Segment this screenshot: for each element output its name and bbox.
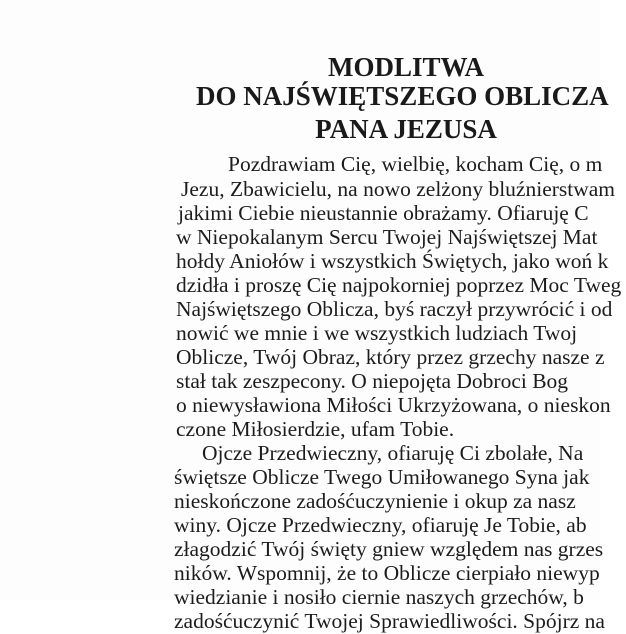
text-line: dzidła i proszę Cię najpokorniej poprzez Moc Tweg	[176, 273, 622, 297]
text-line: hołdy Aniołów i wszystkich Świętych, jako woń k	[176, 249, 609, 273]
text-line: czone Miłosierdzie, ufam Tobie.	[176, 417, 455, 441]
text-line: zadośćuczynić Twojej Sprawiedliwości. Spójrz na	[174, 609, 605, 633]
text-line: nowić we mnie i we wszystkich ludziach Twoj	[176, 321, 578, 345]
text-line: o niewysławiona Miłości Ukrzyżowana, o nieskon	[176, 393, 611, 417]
title-line-1: MODLITWA	[327, 52, 484, 82]
text-line: nieskończone zadośćuczynienie i okup za nasz	[174, 489, 576, 513]
text-line: Jezu, Zbawicielu, na nowo zelżony bluźnierstwam	[181, 177, 616, 201]
text-line: winy. Ojcze Przedwieczny, ofiaruję Je Tobie, ab	[174, 513, 587, 537]
text-line: Oblicze, Twój Obraz, który przez grzechy nasze z	[176, 345, 605, 369]
title-line-3: PANA JEZUSA	[315, 114, 497, 144]
text-line: ników. Wspomnij, że to Oblicze cierpiało niewyp	[174, 561, 600, 585]
text-line: złagodzić Twój święty gniew względem nas grzes	[174, 537, 604, 561]
text-line: wiedzianie i nosiło ciernie naszych grzechów, b	[174, 585, 584, 609]
text-line: jakimi Ciebie nieustannie obrażamy. Ofiaruję C	[178, 201, 589, 225]
text-line: Najświętszego Oblicza, byś raczył przywrócić i od	[176, 297, 613, 321]
title-line-2: DO NAJŚWIĘTSZEGO OBLICZA	[196, 81, 609, 111]
text-line: Ojcze Przedwieczny, ofiaruję Ci zbolałe, Na	[202, 441, 584, 465]
text-line: w Niepokalanym Sercu Twojej Najświętszej Mat	[176, 225, 598, 249]
text-line: stał tak zeszpecony. O niepojęta Dobroci Bog	[176, 369, 569, 393]
text-line: Pozdrawiam Cię, wielbię, kocham Cię, o m	[228, 152, 603, 176]
text-line: świętsze Oblicze Twego Umiłowanego Syna jak	[174, 465, 590, 489]
